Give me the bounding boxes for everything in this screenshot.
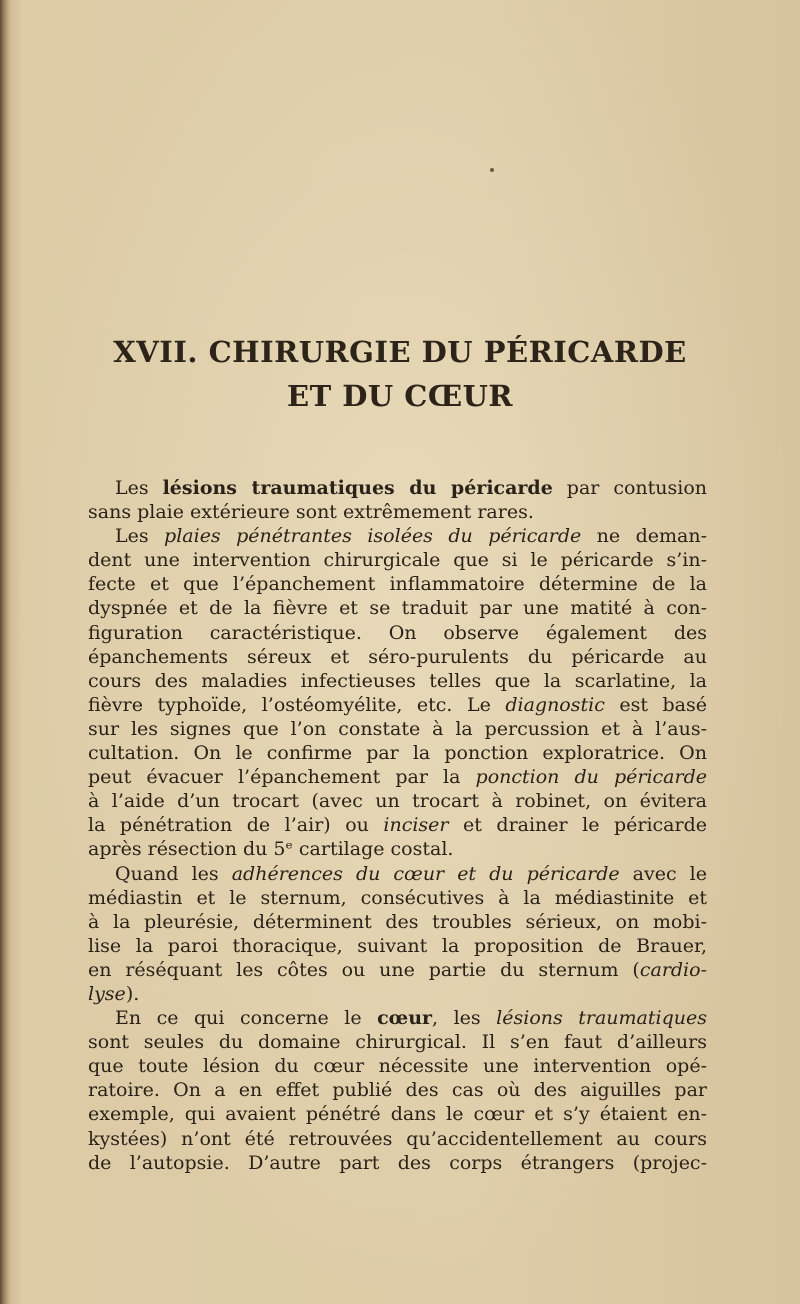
text-run: sans plaie extérieure sont extrêmement rares. [88, 501, 534, 524]
text-run: ratoire. On a en effet publié des cas où des aiguilles par [88, 1079, 707, 1102]
text-line [88, 669, 707, 693]
text-line [88, 1030, 707, 1054]
text-line [88, 596, 707, 620]
page-binding-edge [0, 0, 10, 1304]
text-line [88, 886, 707, 910]
text-line [88, 1127, 707, 1151]
text-line [88, 524, 707, 548]
text-run: plaies pénétrantes isolées du péricarde [164, 525, 582, 548]
text-line [88, 476, 707, 500]
text-run: lésions traumatiques [496, 1007, 707, 1030]
text-run: figuration caractéristique. On observe également des [88, 621, 707, 644]
text-run: , les [432, 1007, 497, 1030]
text-run: par contusion [552, 477, 708, 499]
text-run: lyse [88, 982, 126, 1005]
text-line [88, 982, 707, 1006]
text-line [88, 693, 707, 717]
text-run: dent une intervention chirurgicale que si le péricarde s’in- [88, 549, 707, 572]
text-line [88, 548, 707, 572]
text-run: inciser [383, 814, 449, 837]
text-run: En ce qui concerne le [115, 1007, 378, 1030]
text-run: fièvre typhoïde, l’ostéomyélite, etc. Le [88, 693, 506, 716]
text-run: à l’aide d’un trocart (avec un trocart à robinet, on évitera [88, 790, 707, 813]
text-line [88, 837, 707, 861]
text-run: cœur [377, 1007, 433, 1030]
text-run: et drainer le péricarde [448, 814, 707, 837]
text-line [88, 1078, 707, 1102]
text-run: à la pleurésie, déterminent des troubles sérieux, on mobi- [88, 910, 707, 933]
text-run: kystées) n’ont été retrouvées qu’accidentellement au cours [88, 1127, 707, 1150]
text-run: cardio- [639, 958, 707, 981]
text-run: adhérences du cœur et du péricarde [231, 862, 620, 885]
ink-speck [490, 168, 494, 172]
text-run: de l’autopsie. D’autre part des corps étrangers (projec- [88, 1151, 707, 1174]
text-line [88, 1102, 707, 1126]
text-run: fecte et que l’épanchement inflammatoire détermine de la [88, 573, 707, 596]
text-line [88, 741, 707, 765]
text-run: dyspnée et de la fièvre et se traduit par une matité à con- [88, 597, 707, 620]
text-run: Quand les [115, 862, 232, 885]
text-line [88, 934, 707, 958]
text-run: médiastin et le sternum, consécutives à la médiastinite et [88, 886, 707, 909]
text-run: épanchements séreux et séro-purulents du péricarde au [88, 645, 707, 668]
text-run: cours des maladies infectieuses telles que la scarlatine, la [88, 669, 707, 692]
text-run: diagnostic [505, 693, 605, 716]
text-run: Les [115, 525, 165, 548]
text-run: que toute lésion du cœur nécessite une intervention opé- [88, 1055, 707, 1078]
text-run: sur les signes que l’on constate à la percussion et à l’aus- [88, 717, 707, 740]
text-line [88, 910, 707, 934]
chapter-heading-line-2: ET DU CŒUR [286, 379, 513, 413]
text-run: peut évacuer l’épanchement par la [88, 766, 476, 789]
body-text [88, 476, 707, 1175]
text-line [88, 765, 707, 789]
text-line [88, 789, 707, 813]
chapter-heading [0, 330, 800, 418]
text-run: Les [115, 477, 163, 499]
text-run: ponction du péricarde [475, 766, 707, 789]
text-line [88, 1054, 707, 1078]
text-line [88, 813, 707, 837]
text-line [88, 1006, 707, 1030]
text-run: ). [125, 982, 140, 1005]
text-line [88, 862, 707, 886]
text-line [88, 1151, 707, 1175]
text-run: la pénétration de l’air) ou [88, 814, 384, 837]
text-run: sont seules du domaine chirurgical. Il s’en faut d’ailleurs [88, 1031, 707, 1054]
text-line [88, 717, 707, 741]
text-line [88, 572, 707, 596]
text-run: cultation. On le confirme par la ponction exploratrice. On [88, 742, 707, 765]
text-line [88, 958, 707, 982]
text-run: ne deman- [581, 525, 707, 548]
text-run: en réséquant les côtes ou une partie du sternum ( [88, 958, 640, 981]
text-run: exemple, qui avaient pénétré dans le cœur et s’y étaient en- [88, 1103, 707, 1126]
text-run: lise la paroi thoracique, suivant la proposition de Brauer, [88, 934, 707, 957]
text-run: après résection du 5ᵉ cartilage costal. [88, 838, 454, 861]
chapter-heading-line-1: XVII. CHIRURGIE DU PÉRICARDE [113, 335, 687, 369]
text-line [88, 645, 707, 669]
text-line [88, 621, 707, 645]
text-line [88, 500, 707, 524]
text-run: avec le [619, 862, 707, 885]
text-run: est basé [604, 693, 707, 716]
text-run: lésions traumatiques du péricarde [162, 477, 553, 499]
